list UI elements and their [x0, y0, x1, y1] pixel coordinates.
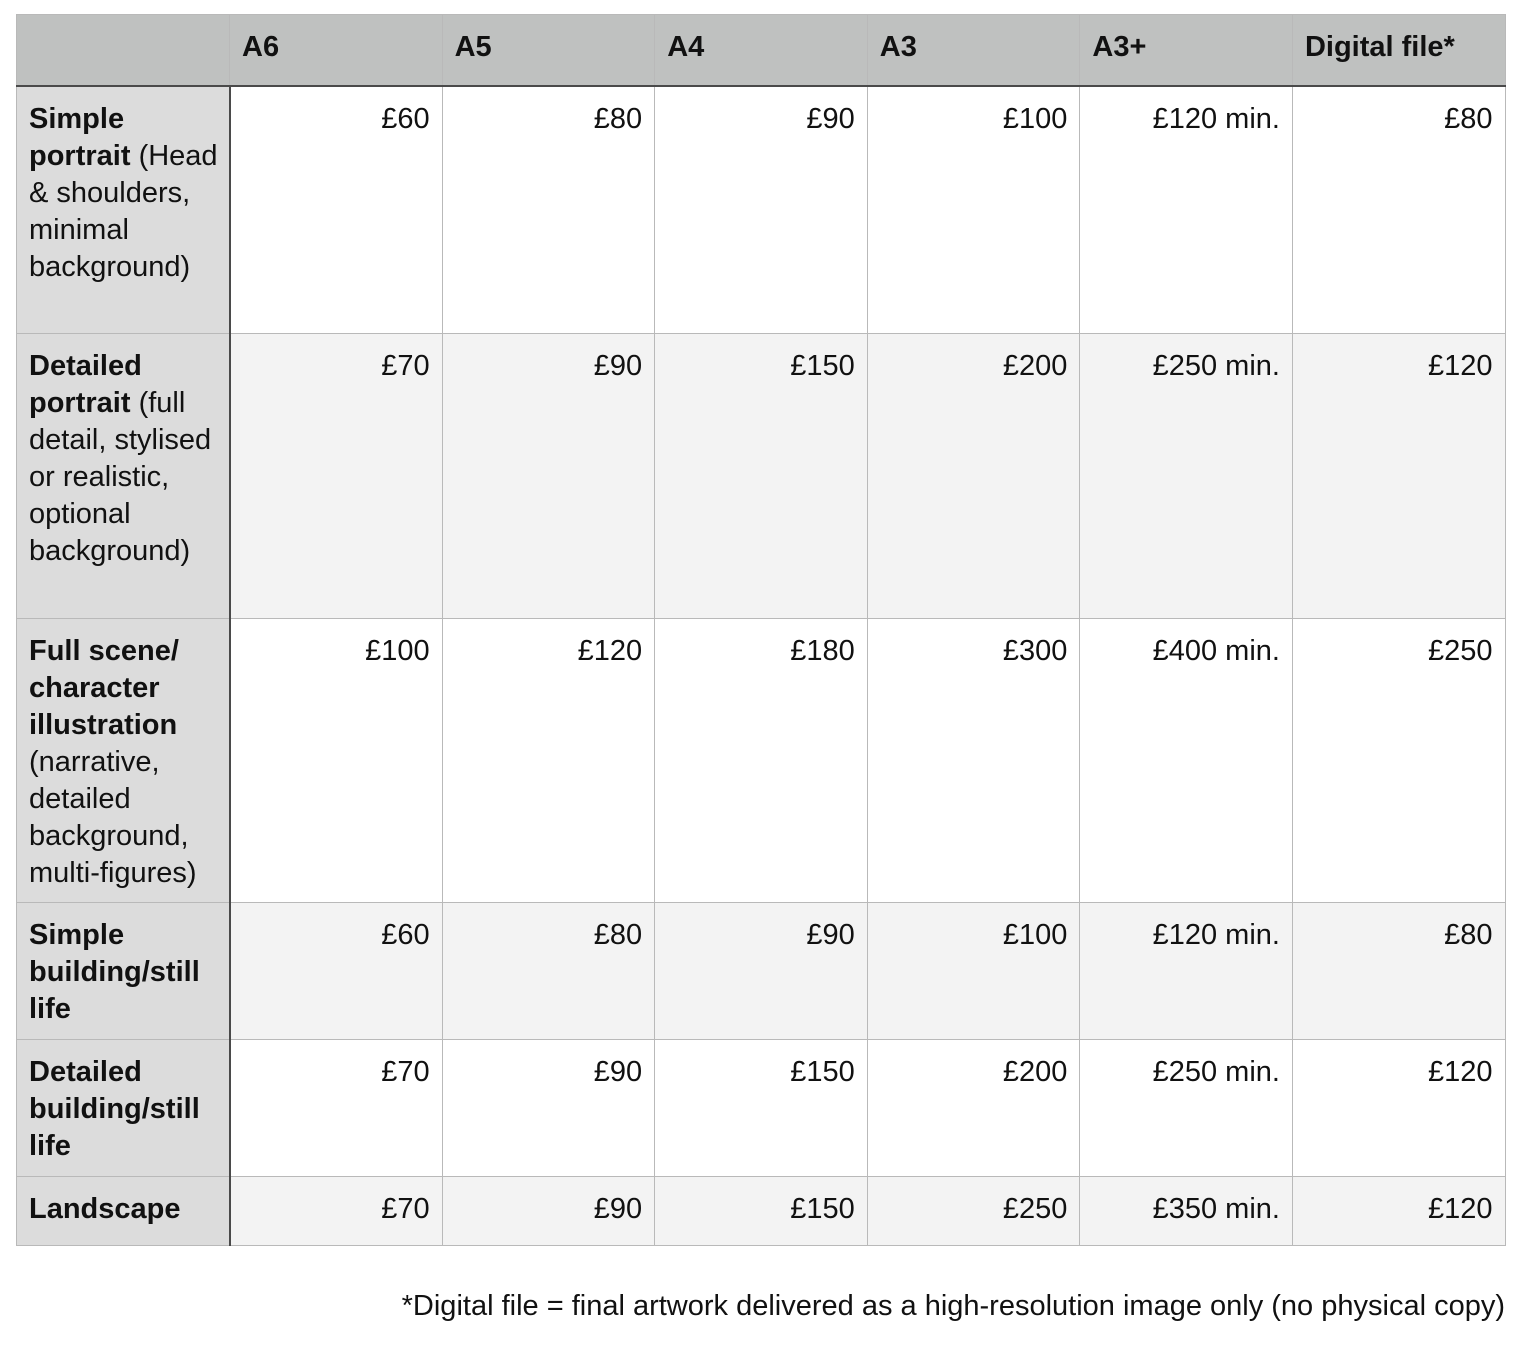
price-cell-a4: £90	[655, 903, 868, 1040]
row-title: Full scene/ character illustration	[29, 635, 179, 741]
price-cell-a6: £70	[230, 1040, 443, 1177]
price-cell-digital-file: £250	[1292, 619, 1505, 903]
table-row	[17, 1177, 1506, 1246]
price-cell-a5: £90	[442, 1177, 655, 1246]
price-cell-a5: £90	[442, 334, 655, 619]
price-cell-a3: £250	[867, 1177, 1080, 1246]
price-cell-a5: £90	[442, 1040, 655, 1177]
price-cell-a3-plus: £120 min.	[1080, 86, 1293, 334]
price-cell-a3-plus: £250 min.	[1080, 334, 1293, 619]
row-detail: (narrative, detailed background, multi-figures)	[29, 746, 197, 889]
column-header-a5: A5	[442, 15, 655, 86]
price-cell-a4: £150	[655, 1040, 868, 1177]
footnote: *Digital file = final artwork delivered as a high-resolution image only (no physical copy)	[401, 1290, 1505, 1322]
column-header-a6: A6	[230, 15, 443, 86]
column-header-digital-file: Digital file*	[1292, 15, 1505, 86]
header-row	[17, 15, 1506, 86]
column-header-a4: A4	[655, 15, 868, 86]
price-cell-a3-plus: £400 min.	[1080, 619, 1293, 903]
price-cell-a3: £200	[867, 1040, 1080, 1177]
price-cell-a4: £150	[655, 334, 868, 619]
row-title: Simple portrait	[29, 102, 131, 172]
price-cell-a5: £120	[442, 619, 655, 903]
row-detail: (Head & shoulders, minimal background)	[29, 139, 218, 283]
table-row	[17, 86, 1506, 334]
header-corner-cell	[17, 15, 230, 86]
price-cell-a3-plus: £120 min.	[1080, 903, 1293, 1040]
price-cell-a6: £70	[230, 334, 443, 619]
row-header	[17, 1040, 230, 1177]
table-header	[17, 15, 1506, 86]
price-cell-a5: £80	[442, 903, 655, 1040]
row-header	[17, 86, 230, 334]
row-detail: (full detail, stylised or realistic, optional background)	[29, 387, 212, 567]
price-cell-digital-file: £120	[1292, 1040, 1505, 1177]
price-cell-digital-file: £120	[1292, 334, 1505, 619]
price-cell-a4: £180	[655, 619, 868, 903]
price-cell-a5: £80	[442, 86, 655, 334]
table-row	[17, 903, 1506, 1040]
price-cell-digital-file: £80	[1292, 86, 1505, 334]
row-header	[17, 334, 230, 619]
price-cell-digital-file: £80	[1292, 903, 1505, 1040]
table-row	[17, 334, 1506, 619]
row-title: Detailed building/still life	[29, 1056, 200, 1162]
price-cell-a3: £100	[867, 86, 1080, 334]
price-cell-a6: £60	[230, 86, 443, 334]
table-row	[17, 619, 1506, 903]
price-cell-digital-file: £120	[1292, 1177, 1505, 1246]
price-cell-a3-plus: £250 min.	[1080, 1040, 1293, 1177]
row-header	[17, 619, 230, 903]
price-cell-a6: £60	[230, 903, 443, 1040]
column-header-a3: A3	[867, 15, 1080, 86]
price-cell-a4: £150	[655, 1177, 868, 1246]
row-title: Detailed portrait	[29, 350, 142, 419]
price-cell-a3: £300	[867, 619, 1080, 903]
price-table	[16, 14, 1506, 1246]
column-header-a3-plus: A3+	[1080, 15, 1293, 86]
price-cell-a3-plus: £350 min.	[1080, 1177, 1293, 1246]
row-title: Simple building/still life	[29, 919, 200, 1025]
price-cell-a4: £90	[655, 86, 868, 334]
table-body	[17, 86, 1506, 1246]
price-cell-a3: £200	[867, 334, 1080, 619]
row-title: Landscape	[29, 1193, 181, 1225]
price-cell-a6: £70	[230, 1177, 443, 1246]
row-header	[17, 903, 230, 1040]
price-cell-a6: £100	[230, 619, 443, 903]
table-row	[17, 1040, 1506, 1177]
price-cell-a3: £100	[867, 903, 1080, 1040]
row-header	[17, 1177, 230, 1246]
